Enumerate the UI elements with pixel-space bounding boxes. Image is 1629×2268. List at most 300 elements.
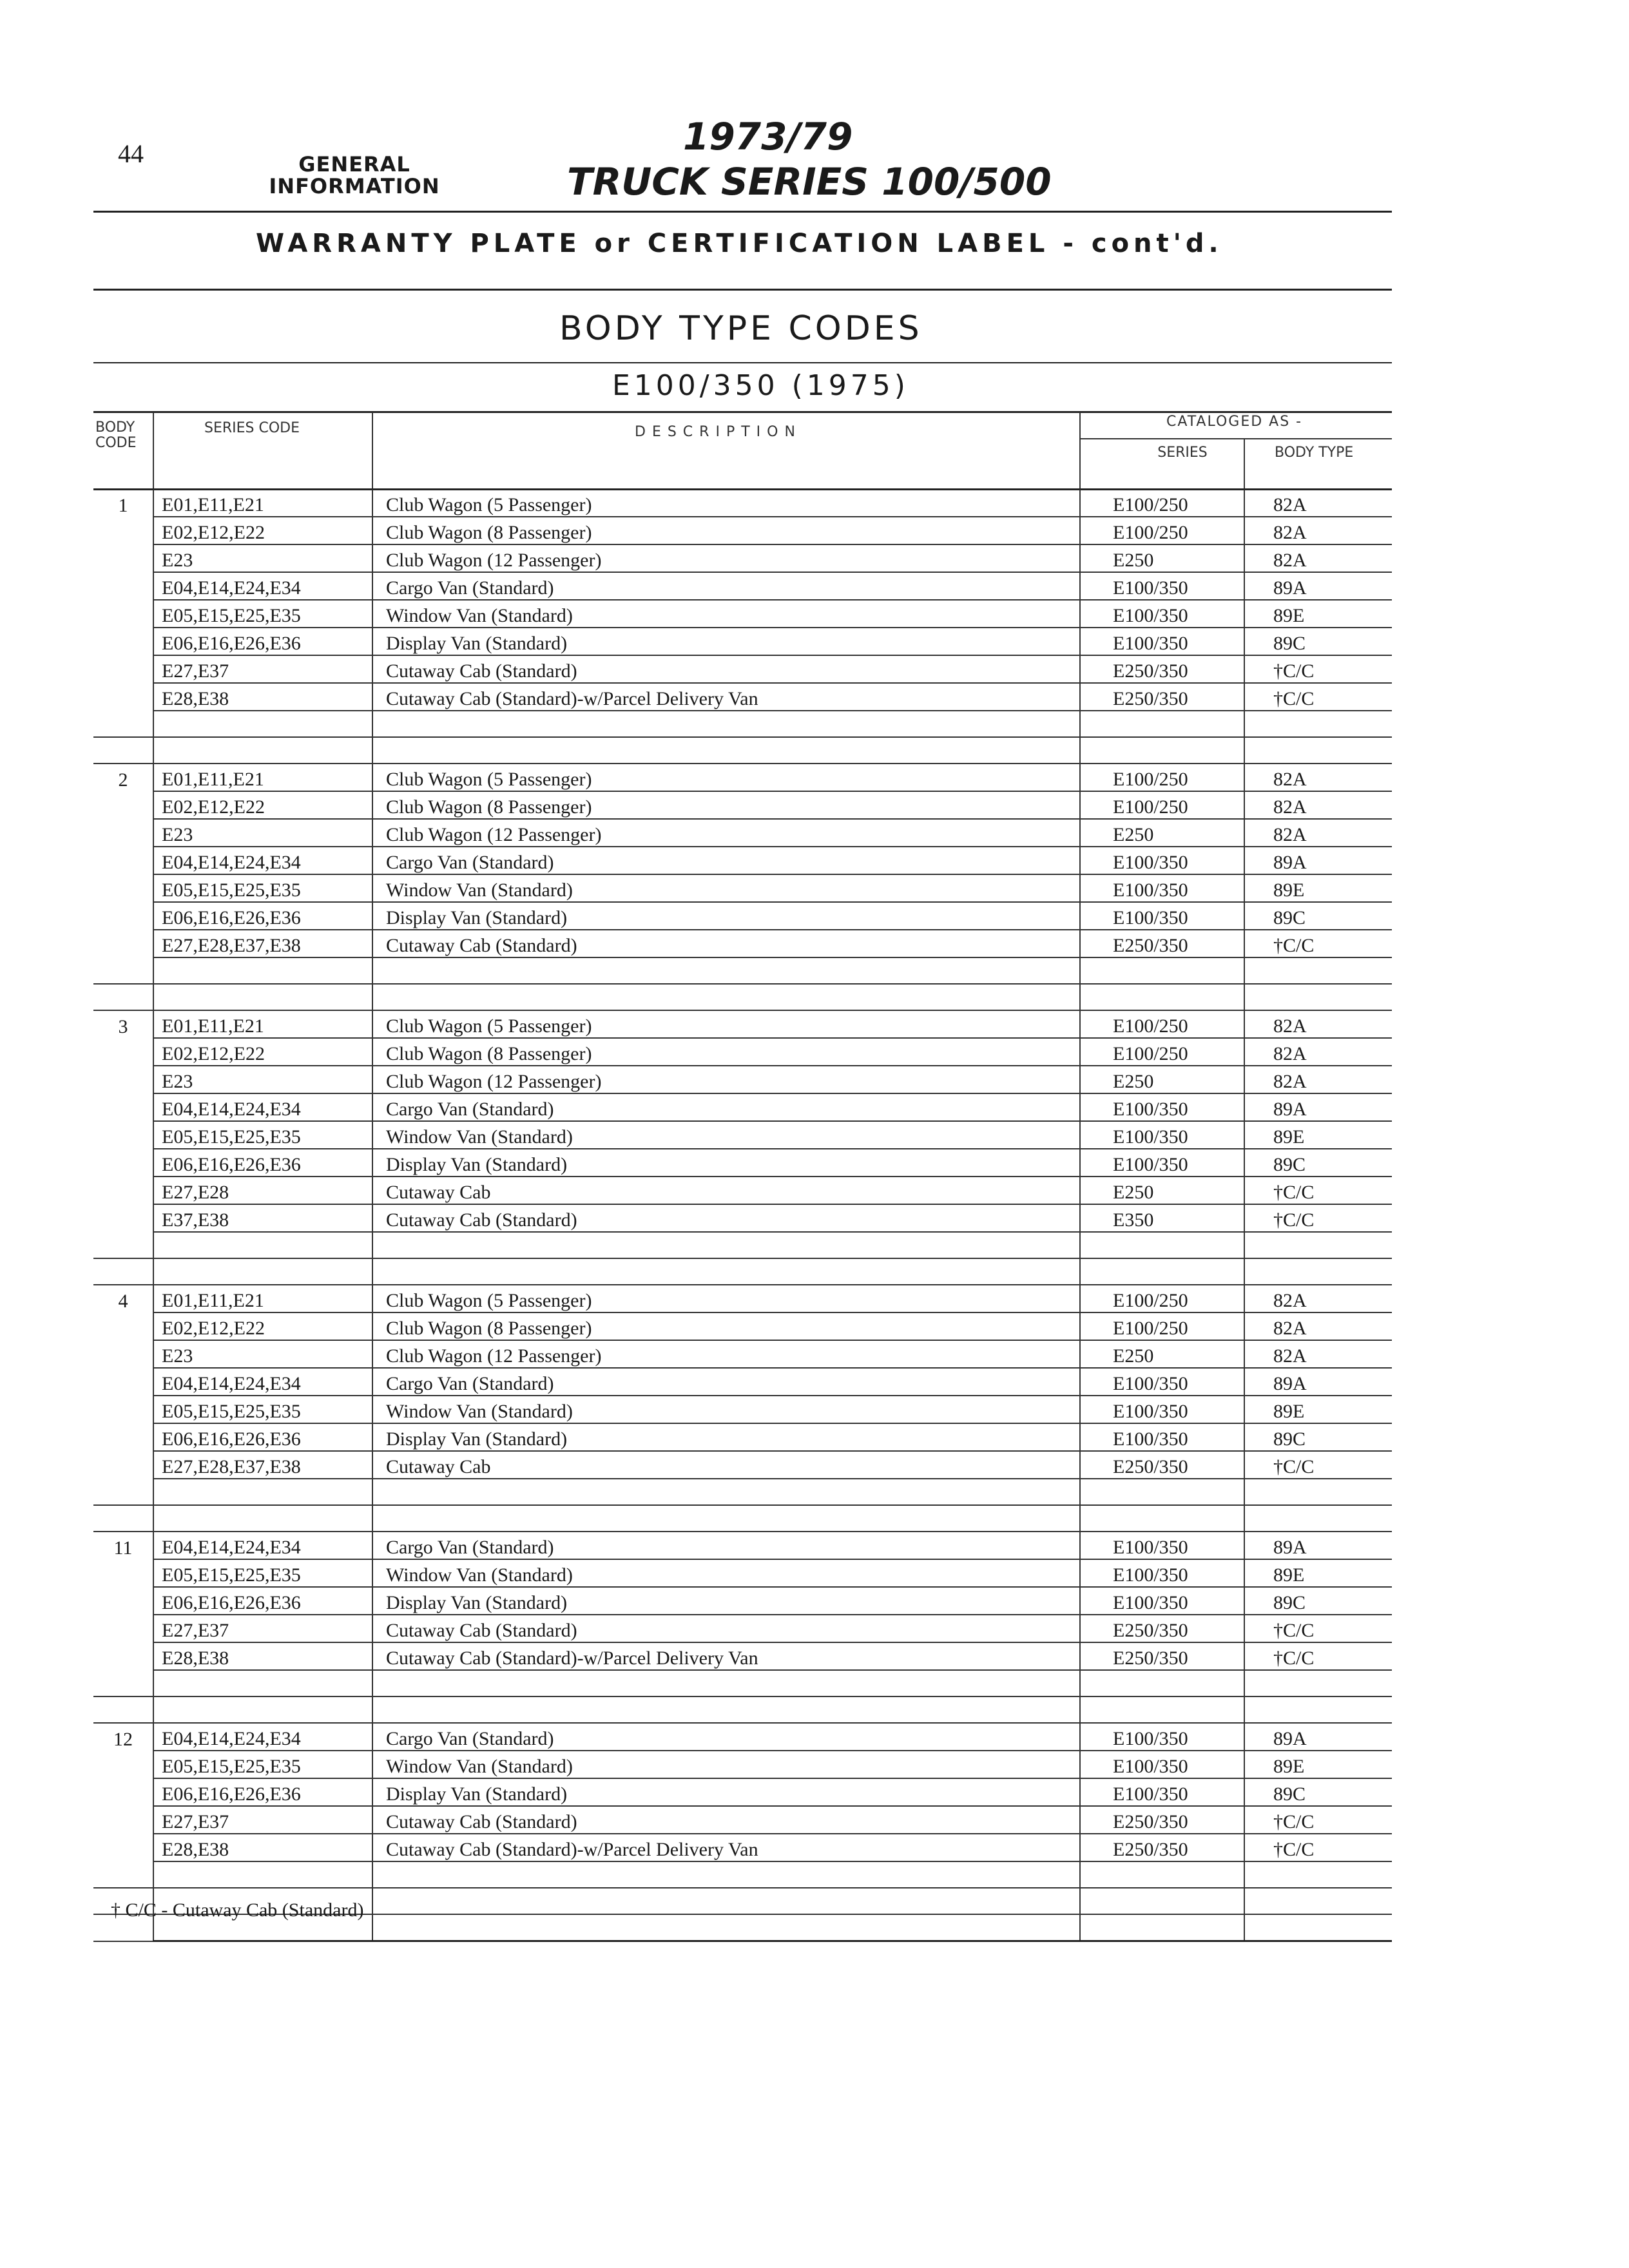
blank-cell [1244, 1232, 1392, 1258]
description-cell: Cutaway Cab (Standard) [372, 1806, 1080, 1834]
body-code-cell [93, 1834, 153, 1861]
description-cell: Display Van (Standard) [372, 1778, 1080, 1806]
header-divider-1 [153, 412, 154, 490]
table-row [93, 1010, 1392, 1038]
series-code-cell: E04,E14,E24,E34 [153, 1368, 372, 1396]
body-type-cell: 82A [1244, 764, 1392, 791]
description-cell: Club Wagon (8 Passenger) [372, 1312, 1080, 1340]
header-rule [93, 211, 1392, 213]
table-row [93, 1723, 1392, 1751]
body-type-cell: 89A [1244, 1093, 1392, 1121]
body-type-cell: 82A [1244, 1340, 1392, 1368]
description-cell: Club Wagon (12 Passenger) [372, 544, 1080, 572]
blank-cell [153, 1670, 372, 1696]
body-code-cell [93, 930, 153, 957]
series-cell: E100/250 [1080, 1285, 1244, 1312]
series-code-cell: E06,E16,E26,E36 [153, 1778, 372, 1806]
blank-cell [153, 1505, 372, 1532]
section-rule [93, 362, 1392, 363]
body-code-cell [93, 600, 153, 628]
table-row [93, 517, 1392, 544]
body-type-cell: 82A [1244, 1312, 1392, 1340]
body-type-cell: †C/C [1244, 1177, 1392, 1204]
series-cell: E250 [1080, 819, 1244, 847]
series-cell: E250 [1080, 1066, 1244, 1093]
subtitle: WARRANTY PLATE or CERTIFICATION LABEL - cont'd. [256, 229, 1223, 258]
body-code-cell [93, 1806, 153, 1834]
table-row [93, 819, 1392, 847]
subtitle-rule [93, 289, 1392, 291]
section-name-line1: GENERAL [298, 152, 410, 177]
series-header: SERIES [1157, 445, 1208, 461]
body-code-cell [93, 1615, 153, 1642]
table-row [93, 490, 1392, 517]
blank-cell [93, 1861, 153, 1888]
table-row [93, 1177, 1392, 1204]
table-row [93, 902, 1392, 930]
series-code-cell: E27,E28 [153, 1177, 372, 1204]
body-type-cell: †C/C [1244, 655, 1392, 683]
series-code-cell: E27,E28,E37,E38 [153, 1451, 372, 1479]
body-type-cell: †C/C [1244, 1834, 1392, 1861]
body-type-cell: 89C [1244, 902, 1392, 930]
body-code-cell [93, 1149, 153, 1177]
description-cell: Display Van (Standard) [372, 1149, 1080, 1177]
body-type-header: BODY TYPE [1275, 445, 1354, 461]
series-cell: E100/350 [1080, 1423, 1244, 1451]
series-code-cell: E01,E11,E21 [153, 1010, 372, 1038]
series-code-cell: E05,E15,E25,E35 [153, 874, 372, 902]
series-code-cell: E02,E12,E22 [153, 1312, 372, 1340]
description-cell: Window Van (Standard) [372, 600, 1080, 628]
body-type-cell: 82A [1244, 1038, 1392, 1066]
series-cell: E100/350 [1080, 1723, 1244, 1751]
description-cell: Club Wagon (8 Passenger) [372, 517, 1080, 544]
table-row [93, 1285, 1392, 1312]
blank-cell [372, 957, 1080, 984]
blank-row [93, 1505, 1392, 1532]
series-code-cell: E28,E38 [153, 683, 372, 711]
body-code-cell [93, 1423, 153, 1451]
blank-cell [93, 1479, 153, 1505]
body-type-cell: †C/C [1244, 1204, 1392, 1232]
body-code-cell [93, 1038, 153, 1066]
blank-cell [153, 1861, 372, 1888]
blank-row [93, 1232, 1392, 1258]
body-type-cell: 89E [1244, 1559, 1392, 1587]
series-code-cell: E23 [153, 1340, 372, 1368]
series-cell: E250/350 [1080, 1642, 1244, 1670]
description-cell: Window Van (Standard) [372, 1751, 1080, 1778]
blank-cell [372, 1888, 1080, 1914]
blank-cell [153, 1232, 372, 1258]
table-row [93, 930, 1392, 957]
series-code-cell: E05,E15,E25,E35 [153, 1559, 372, 1587]
blank-cell [1080, 1696, 1244, 1723]
description-cell: Cutaway Cab [372, 1451, 1080, 1479]
series-code-cell: E04,E14,E24,E34 [153, 1723, 372, 1751]
description-cell: Display Van (Standard) [372, 1587, 1080, 1615]
body-code-cell [93, 1121, 153, 1149]
body-code-cell: 1 [93, 490, 153, 517]
description-cell: Window Van (Standard) [372, 1121, 1080, 1149]
body-type-cell: 82A [1244, 819, 1392, 847]
table-row [93, 847, 1392, 874]
body-type-cell: 89E [1244, 1121, 1392, 1149]
body-type-cell: 89C [1244, 1778, 1392, 1806]
blank-row [93, 957, 1392, 984]
body-type-cell: 82A [1244, 544, 1392, 572]
description-cell: Cutaway Cab (Standard) [372, 655, 1080, 683]
blank-cell [1244, 1888, 1392, 1914]
body-type-cell: 89A [1244, 572, 1392, 600]
series-cell: E100/350 [1080, 874, 1244, 902]
table-row [93, 655, 1392, 683]
description-cell: Window Van (Standard) [372, 874, 1080, 902]
series-cell: E250 [1080, 1177, 1244, 1204]
blank-cell [93, 1696, 153, 1723]
table-row [93, 683, 1392, 711]
series-code-cell: E04,E14,E24,E34 [153, 1532, 372, 1559]
description-cell: Club Wagon (5 Passenger) [372, 764, 1080, 791]
table-row [93, 1642, 1392, 1670]
series-code-cell: E01,E11,E21 [153, 1285, 372, 1312]
series-code-cell: E06,E16,E26,E36 [153, 1149, 372, 1177]
series-cell: E100/350 [1080, 847, 1244, 874]
table-row [93, 1149, 1392, 1177]
section-name-line2: INFORMATION [269, 174, 440, 198]
table-row [93, 600, 1392, 628]
description-cell: Cargo Van (Standard) [372, 1368, 1080, 1396]
body-code-cell: 12 [93, 1723, 153, 1751]
description-cell: Display Van (Standard) [372, 1423, 1080, 1451]
body-type-cell: 89A [1244, 1723, 1392, 1751]
series-cell: E100/350 [1080, 1368, 1244, 1396]
blank-cell [372, 1861, 1080, 1888]
blank-cell [1244, 1670, 1392, 1696]
body-type-cell: †C/C [1244, 930, 1392, 957]
blank-cell [1244, 957, 1392, 984]
blank-cell [1244, 1258, 1392, 1285]
blank-cell [372, 1914, 1080, 1941]
body-type-table [93, 490, 1392, 1942]
body-type-cell: 89A [1244, 847, 1392, 874]
body-code-cell [93, 1368, 153, 1396]
blank-cell [1080, 957, 1244, 984]
series-code-cell: E06,E16,E26,E36 [153, 1587, 372, 1615]
series-code-cell: E04,E14,E24,E34 [153, 572, 372, 600]
blank-row [93, 711, 1392, 737]
body-code-cell [93, 847, 153, 874]
series-cell: E100/250 [1080, 517, 1244, 544]
body-type-cell: 89E [1244, 874, 1392, 902]
body-type-cell: 89A [1244, 1532, 1392, 1559]
blank-cell [1244, 1479, 1392, 1505]
table-row [93, 1559, 1392, 1587]
blank-cell [372, 1479, 1080, 1505]
blank-cell [372, 711, 1080, 737]
series-code-cell: E37,E38 [153, 1204, 372, 1232]
body-type-cell: †C/C [1244, 1615, 1392, 1642]
blank-cell [1080, 1258, 1244, 1285]
series-code-cell: E28,E38 [153, 1834, 372, 1861]
series-cell: E350 [1080, 1204, 1244, 1232]
series-cell: E250/350 [1080, 683, 1244, 711]
blank-cell [1244, 737, 1392, 764]
body-code-cell [93, 1559, 153, 1587]
body-code-header [95, 420, 137, 451]
body-type-cell: †C/C [1244, 683, 1392, 711]
description-cell: Cargo Van (Standard) [372, 572, 1080, 600]
body-code-header-line1: BODY [95, 419, 135, 436]
table-row [93, 1312, 1392, 1340]
blank-cell [153, 984, 372, 1010]
body-code-cell [93, 791, 153, 819]
table-row [93, 1615, 1392, 1642]
blank-cell [1080, 737, 1244, 764]
blank-cell [1244, 984, 1392, 1010]
body-type-cell: †C/C [1244, 1642, 1392, 1670]
description-cell: Club Wagon (8 Passenger) [372, 1038, 1080, 1066]
table-row [93, 1834, 1392, 1861]
table-row [93, 1587, 1392, 1615]
blank-cell [1244, 1861, 1392, 1888]
blank-cell [1080, 1232, 1244, 1258]
body-type-cell: 82A [1244, 1066, 1392, 1093]
description-cell: Club Wagon (8 Passenger) [372, 791, 1080, 819]
blank-cell [93, 737, 153, 764]
description-cell: Cargo Van (Standard) [372, 847, 1080, 874]
blank-cell [372, 1505, 1080, 1532]
series-cell: E250 [1080, 544, 1244, 572]
body-code-cell [93, 819, 153, 847]
body-code-cell: 4 [93, 1285, 153, 1312]
body-code-cell [93, 1204, 153, 1232]
body-type-cell: 89C [1244, 1149, 1392, 1177]
body-type-cell: 89C [1244, 1423, 1392, 1451]
blank-cell [153, 1258, 372, 1285]
body-code-cell: 3 [93, 1010, 153, 1038]
series-cell: E250/350 [1080, 1806, 1244, 1834]
table-row [93, 1806, 1392, 1834]
blank-cell [372, 1258, 1080, 1285]
blank-cell [93, 1232, 153, 1258]
body-type-cell: 82A [1244, 1285, 1392, 1312]
years-heading: 1973/79 [683, 115, 853, 159]
blank-cell [93, 1505, 153, 1532]
table-row [93, 764, 1392, 791]
series-code-cell: E27,E37 [153, 1806, 372, 1834]
header-divider-4 [1244, 439, 1245, 490]
description-cell: Cargo Van (Standard) [372, 1532, 1080, 1559]
series-code-cell: E04,E14,E24,E34 [153, 1093, 372, 1121]
blank-cell [153, 957, 372, 984]
blank-cell [153, 711, 372, 737]
blank-cell [1080, 1505, 1244, 1532]
blank-cell [93, 711, 153, 737]
table-row [93, 1066, 1392, 1093]
body-code-cell [93, 1396, 153, 1423]
series-cell: E100/250 [1080, 764, 1244, 791]
series-cell: E100/350 [1080, 1559, 1244, 1587]
blank-cell [372, 1696, 1080, 1723]
series-cell: E100/250 [1080, 1038, 1244, 1066]
series-code-cell: E05,E15,E25,E35 [153, 1121, 372, 1149]
body-code-cell [93, 1778, 153, 1806]
series-code-cell: E27,E28,E37,E38 [153, 930, 372, 957]
description-cell: Cutaway Cab [372, 1177, 1080, 1204]
series-cell: E250/350 [1080, 1615, 1244, 1642]
body-code-cell: 2 [93, 764, 153, 791]
series-cell: E100/350 [1080, 1093, 1244, 1121]
blank-cell [1244, 1505, 1392, 1532]
table-row [93, 1093, 1392, 1121]
series-code-cell: E23 [153, 1066, 372, 1093]
blank-row [93, 1258, 1392, 1285]
truck-series-heading: TRUCK SERIES 100/500 [567, 160, 1052, 204]
model-title: E100/350 (1975) [612, 369, 909, 402]
table-row [93, 1423, 1392, 1451]
cataloged-rule [1081, 438, 1392, 439]
table-row [93, 1778, 1392, 1806]
series-code-cell: E27,E37 [153, 655, 372, 683]
body-type-cell: 82A [1244, 517, 1392, 544]
series-code-cell: E06,E16,E26,E36 [153, 902, 372, 930]
series-code-cell: E23 [153, 544, 372, 572]
series-code-cell: E05,E15,E25,E35 [153, 1751, 372, 1778]
blank-cell [372, 737, 1080, 764]
section-name [245, 153, 464, 197]
description-cell: Display Van (Standard) [372, 628, 1080, 655]
body-type-cell: 89E [1244, 1751, 1392, 1778]
description-cell: Display Van (Standard) [372, 902, 1080, 930]
table-row [93, 628, 1392, 655]
series-code-cell: E27,E37 [153, 1615, 372, 1642]
blank-cell [1080, 711, 1244, 737]
blank-row [93, 1861, 1392, 1888]
body-code-cell [93, 572, 153, 600]
series-code-cell: E23 [153, 819, 372, 847]
body-code-cell [93, 1066, 153, 1093]
blank-cell [1080, 984, 1244, 1010]
body-code-cell [93, 683, 153, 711]
table-row [93, 1204, 1392, 1232]
body-type-cell: 82A [1244, 791, 1392, 819]
blank-cell [93, 1670, 153, 1696]
table-row [93, 1340, 1392, 1368]
body-type-cell: 89E [1244, 1396, 1392, 1423]
series-cell: E100/350 [1080, 1149, 1244, 1177]
blank-cell [372, 984, 1080, 1010]
description-cell: Cargo Van (Standard) [372, 1723, 1080, 1751]
body-code-cell [93, 628, 153, 655]
blank-cell [1244, 711, 1392, 737]
header-divider-2 [372, 412, 373, 490]
body-code-cell [93, 902, 153, 930]
series-cell: E100/250 [1080, 791, 1244, 819]
series-cell: E250/350 [1080, 1834, 1244, 1861]
series-code-cell: E06,E16,E26,E36 [153, 1423, 372, 1451]
table-row [93, 1121, 1392, 1149]
series-cell: E100/250 [1080, 1312, 1244, 1340]
blank-row [93, 1479, 1392, 1505]
table-row [93, 1038, 1392, 1066]
series-cell: E100/350 [1080, 1587, 1244, 1615]
series-code-cell: E02,E12,E22 [153, 1038, 372, 1066]
table-body [93, 490, 1392, 1941]
description-cell: Club Wagon (5 Passenger) [372, 1285, 1080, 1312]
description-cell: Club Wagon (5 Passenger) [372, 1010, 1080, 1038]
blank-cell [153, 737, 372, 764]
body-code-cell [93, 544, 153, 572]
series-code-header: SERIES CODE [204, 420, 300, 436]
table-row [93, 1751, 1392, 1778]
body-code-header-line2: CODE [95, 435, 137, 451]
body-type-cell: 89C [1244, 1587, 1392, 1615]
section-title: BODY TYPE CODES [559, 309, 923, 348]
header-divider-3 [1079, 412, 1081, 490]
blank-row [93, 1670, 1392, 1696]
cataloged-as-header: CATALOGED AS - [1166, 414, 1303, 430]
body-code-cell [93, 1177, 153, 1204]
series-cell: E100/250 [1080, 1010, 1244, 1038]
series-cell: E100/350 [1080, 628, 1244, 655]
series-code-cell: E05,E15,E25,E35 [153, 600, 372, 628]
blank-cell [153, 1696, 372, 1723]
body-code-cell [93, 1642, 153, 1670]
body-code-cell [93, 655, 153, 683]
blank-cell [1080, 1861, 1244, 1888]
description-cell: Cutaway Cab (Standard) [372, 1204, 1080, 1232]
description-cell: Window Van (Standard) [372, 1396, 1080, 1423]
blank-cell [372, 1670, 1080, 1696]
page-number: 44 [118, 139, 144, 168]
series-cell: E100/350 [1080, 1532, 1244, 1559]
series-cell: E100/350 [1080, 1778, 1244, 1806]
body-code-cell: 11 [93, 1532, 153, 1559]
series-code-cell: E05,E15,E25,E35 [153, 1396, 372, 1423]
description-cell: Cutaway Cab (Standard)-w/Parcel Delivery Van [372, 1642, 1080, 1670]
body-type-cell: 82A [1244, 490, 1392, 517]
footnote: † C/C - Cutaway Cab (Standard) [111, 1899, 364, 1921]
description-cell: Club Wagon (12 Passenger) [372, 1340, 1080, 1368]
table-row [93, 1532, 1392, 1559]
blank-cell [93, 1258, 153, 1285]
series-code-cell: E01,E11,E21 [153, 490, 372, 517]
body-code-cell [93, 1451, 153, 1479]
table-row [93, 1368, 1392, 1396]
description-cell: Cutaway Cab (Standard)-w/Parcel Delivery Van [372, 683, 1080, 711]
table-row [93, 791, 1392, 819]
blank-row [93, 984, 1392, 1010]
table-row [93, 874, 1392, 902]
body-type-cell: 89A [1244, 1368, 1392, 1396]
body-type-cell: 89C [1244, 628, 1392, 655]
description-header: DESCRIPTION [635, 424, 802, 440]
series-cell: E250/350 [1080, 655, 1244, 683]
description-cell: Window Van (Standard) [372, 1559, 1080, 1587]
blank-cell [372, 1232, 1080, 1258]
series-cell: E100/350 [1080, 1751, 1244, 1778]
series-cell: E100/350 [1080, 1396, 1244, 1423]
series-code-cell: E02,E12,E22 [153, 791, 372, 819]
series-cell: E100/350 [1080, 1121, 1244, 1149]
table-row [93, 572, 1392, 600]
blank-cell [1244, 1696, 1392, 1723]
body-code-cell [93, 1340, 153, 1368]
blank-cell [1080, 1479, 1244, 1505]
series-code-cell: E06,E16,E26,E36 [153, 628, 372, 655]
